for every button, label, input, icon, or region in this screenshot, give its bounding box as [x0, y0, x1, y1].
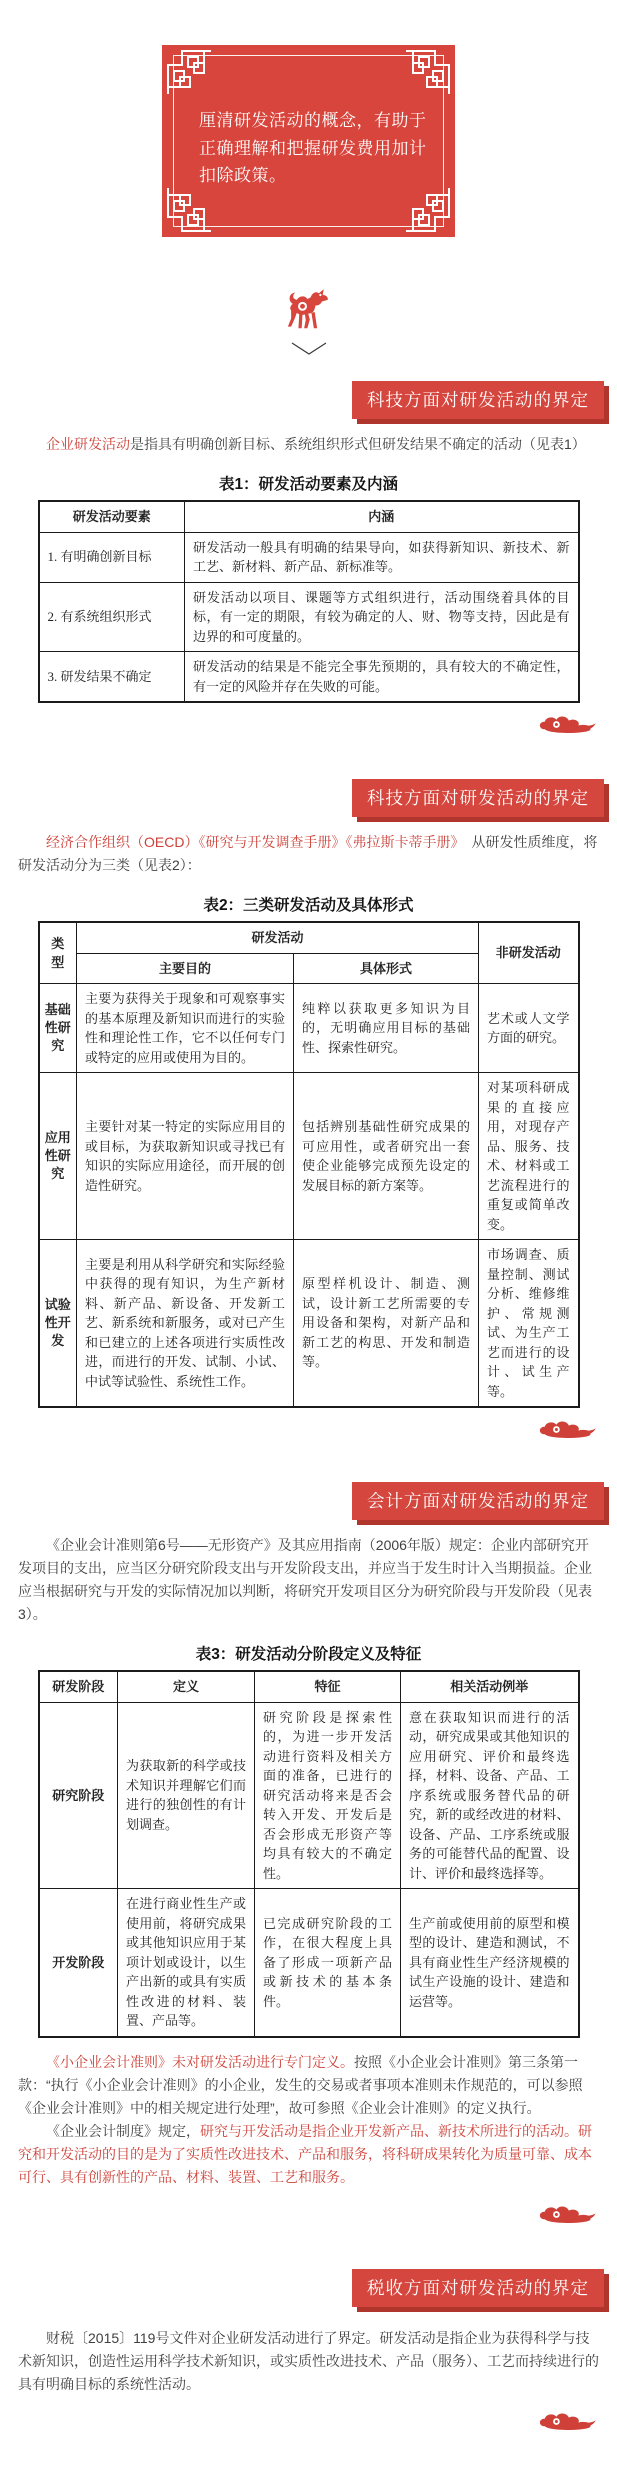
chevron-down-icon	[290, 341, 328, 356]
table-cell: 应用性研究	[39, 1073, 77, 1240]
table-cell: 对某项科研成果的直接应用，对现存产品、服务、技术、材料或工艺流程进行的重复或简单改变。	[479, 1073, 579, 1240]
highlight-text: 经济合作组织（OECD）《研究与开发调查手册》《弗拉斯卡蒂手册》	[46, 834, 458, 850]
table-cell: 研发活动的结果是不能完全事先预期的，具有较大的不确定性，有一定的风险并存在失败的可能。	[185, 652, 579, 703]
column-header: 具体形式	[294, 953, 479, 984]
highlight-text: 企业研发活动	[46, 436, 130, 452]
lattice-corner-icon	[406, 188, 452, 234]
column-header: 研发阶段	[39, 1671, 118, 1702]
paragraph	[18, 433, 599, 456]
section-tax	[0, 2269, 617, 2434]
table-cell: 1. 有明确创新目标	[39, 532, 185, 582]
body-text: 是指具有明确创新目标、系统组织形式但研发结果不确定的活动（见表1）	[130, 436, 586, 452]
table-row	[39, 1073, 579, 1240]
hero-text: 厘清研发活动的概念，有助于正确理解和把握研发费用加计扣除政策。	[199, 111, 427, 185]
paragraph	[18, 2051, 599, 2120]
table-rd-stages	[38, 1670, 580, 2038]
divider	[0, 341, 617, 357]
table-row	[39, 652, 579, 703]
horse-icon	[283, 285, 335, 339]
table-row	[39, 1889, 579, 2037]
paragraph: 财税〔2015〕119号文件对企业研发活动进行了界定。研发活动是指企业为获得科学与技术新知识，创造性运用科学技术新知识，或实质性改进技术、产品（服务）、工艺而持续进行的具有明确目标的系统性活动。	[18, 2329, 599, 2392]
cloud-flourish-icon	[535, 1418, 597, 1441]
column-header: 类型	[39, 922, 77, 984]
table-rd-categories	[38, 921, 580, 1408]
column-header: 相关活动例举	[401, 1671, 579, 1702]
section-title-badge: 会计方面对研发活动的界定	[352, 1482, 604, 1520]
section-title-badge: 税收方面对研发活动的界定	[352, 2269, 604, 2307]
body-text: 从研发性质维度，将研发活动分为三类（见表2）：	[18, 834, 598, 873]
table-row	[39, 1702, 579, 1889]
highlight-text: 研究与开发活动是指企业开发新产品、新技术所进行的活动。研究和开发活动的目的是为了实质性改进技术、产品和服务，将科研成果转化为质量可靠、成本可行、具有创新性的产品、材料、装置、工艺和服务。	[18, 2122, 592, 2185]
table-cell: 研究阶段	[39, 1702, 118, 1889]
table-cell: 在进行商业性生产或使用前，将研究成果或其他知识应用于某项计划或设计，以生产出新的或具有实质性改进的材料、装置、产品等。	[118, 1889, 255, 2037]
table-row	[39, 532, 579, 582]
divider	[0, 285, 617, 339]
table-header-row	[39, 1671, 579, 1702]
table-cell: 主要为获得关于现象和可观察事实的基本原理及新知识而进行的实验性和理论性工作，它不以任何专门或特定的应用或使用为目的。	[77, 984, 294, 1073]
table-title: 表2：三类研发活动及具体形式	[203, 897, 414, 914]
section-tech-2	[0, 779, 617, 1442]
table-cell: 主要是利用从科学研究和实际经验中获得的现有知识，为生产新材料、新产品、新设备、开发新工艺、新系统和新服务，或对已产生和已建立的上述各项进行实质性改进，而进行的开发、试制、小试、中试等试验性、系统性工作。	[77, 1240, 294, 1408]
table-cell: 开发阶段	[39, 1889, 118, 2037]
table-row	[39, 582, 579, 652]
table-cell: 原型样机设计、制造、测试，设计新工艺所需要的专用设备和架构，对新产品和新工艺的构思、开发和制造等。	[294, 1240, 479, 1408]
table-row	[39, 984, 579, 1073]
body-text: 《企业会计制度》规定，	[46, 2122, 200, 2139]
table-cell: 已完成研究阶段的工作，在很大程度上具备了形成一项新产品或新技术的基本条件。	[255, 1889, 401, 2037]
lattice-corner-icon	[165, 188, 211, 234]
section-accounting	[0, 1482, 617, 2227]
highlight-text: 《小企业会计准则》未对研发活动进行专门定义。	[46, 2053, 354, 2070]
table-cell: 为获取新的科学或技术知识并理解它们而进行的独创性的有计划调查。	[118, 1702, 255, 1889]
paragraph: 《企业会计准则第6号——无形资产》及其应用指南（2006年版）规定：企业内部研究开发项目的支出，应当区分研究阶段支出与开发阶段支出，并应当于发生时计入当期损益。企业应当根据研究与开发的实际情况加以判断，将研究开发项目区分为研究阶段与开发阶段（见表3）。	[18, 1537, 592, 1622]
table-cell: 3. 研发结果不确定	[39, 652, 185, 703]
table-cell: 主要针对某一特定的实际应用目的或目标，为获取新知识或寻找已有知识的实际应用途径，而开展的创造性研究。	[77, 1073, 294, 1240]
table-title: 表1：研发活动要素及内涵	[218, 476, 399, 493]
cloud-flourish-icon	[535, 2203, 597, 2226]
lattice-corner-icon	[165, 48, 211, 94]
table-header-row	[39, 922, 579, 953]
cloud-flourish-icon	[535, 713, 597, 736]
table-cell: 生产前或使用前的原型和模型的设计、建造和测试，不具有商业性生产经济规模的试生产设施的设计、建造和运营等。	[401, 1889, 579, 2037]
section-title-badge: 科技方面对研发活动的界定	[352, 381, 604, 419]
hero-banner	[162, 45, 455, 237]
table-cell: 研发活动一般具有明确的结果导向，如获得新知识、新技术、新工艺、新材料、新产品、新标准等。	[185, 532, 579, 582]
section-title-badge: 科技方面对研发活动的界定	[352, 779, 604, 817]
table-cell: 纯粹以获取更多知识为目的，无明确应用目标的基础性、探索性研究。	[294, 984, 479, 1073]
table-cell: 市场调查、质量控制、测试分析、维修维护、常规测试、为生产工艺而进行的设计、试生产等。	[479, 1240, 579, 1408]
table-cell: 2. 有系统组织形式	[39, 582, 185, 652]
body-text: 按照《小企业会计准则》第三条第一款：“执行《小企业会计准则》的小企业，发生的交易或者事项本准则未作规范的，可以参照《企业会计准则》中的相关规定进行处理”，故可参照《企业会计准则》的定义执行。	[18, 2053, 583, 2116]
column-header: 定义	[118, 1671, 255, 1702]
cloud-flourish-icon	[535, 2410, 597, 2433]
column-header: 特征	[255, 1671, 401, 1702]
lattice-corner-icon	[406, 48, 452, 94]
table-cell: 基础性研究	[39, 984, 77, 1073]
section-tech-1	[0, 381, 617, 737]
column-header: 主要目的	[77, 953, 294, 984]
table-cell: 研发活动以项目、课题等方式组织进行，活动围绕着具体的目标，有一定的期限，有较为确定的人、财、物等支持，因此是有边界的和可度量的。	[185, 582, 579, 652]
table-cell: 研究阶段是探索性的，为进一步开发活动进行资料及相关方面的准备，已进行的研究活动将来是否会转入开发、开发后是否会形成无形资产等均具有较大的不确定性。	[255, 1702, 401, 1889]
table-cell: 意在获取知识而进行的活动，研究成果或其他知识的应用研究、评价和最终选择，材料、设备、产品、工序系统或服务替代品的研究，新的或经改进的材料、设备、产品、工序系统或服务的可能替代品的配置、设计、评价和最终选择等。	[401, 1702, 579, 1889]
column-header: 非研发活动	[479, 922, 579, 984]
table-cell: 试验性开发	[39, 1240, 77, 1408]
table-cell: 包括辨别基础性研究成果的可应用性，或者研究出一套使企业能够完成预先设定的发展目标的新方案等。	[294, 1073, 479, 1240]
table-title: 表3：研发活动分阶段定义及特征	[195, 1646, 422, 1663]
column-header: 研发活动	[77, 922, 479, 953]
table-header-row	[39, 501, 579, 532]
table-cell: 艺术或人文学方面的研究。	[479, 984, 579, 1073]
paragraph	[18, 2120, 599, 2189]
paragraph	[18, 831, 599, 877]
column-header: 内涵	[185, 501, 579, 532]
table-row	[39, 1240, 579, 1408]
column-header: 研发活动要素	[39, 501, 185, 532]
table-rd-elements	[38, 500, 580, 703]
